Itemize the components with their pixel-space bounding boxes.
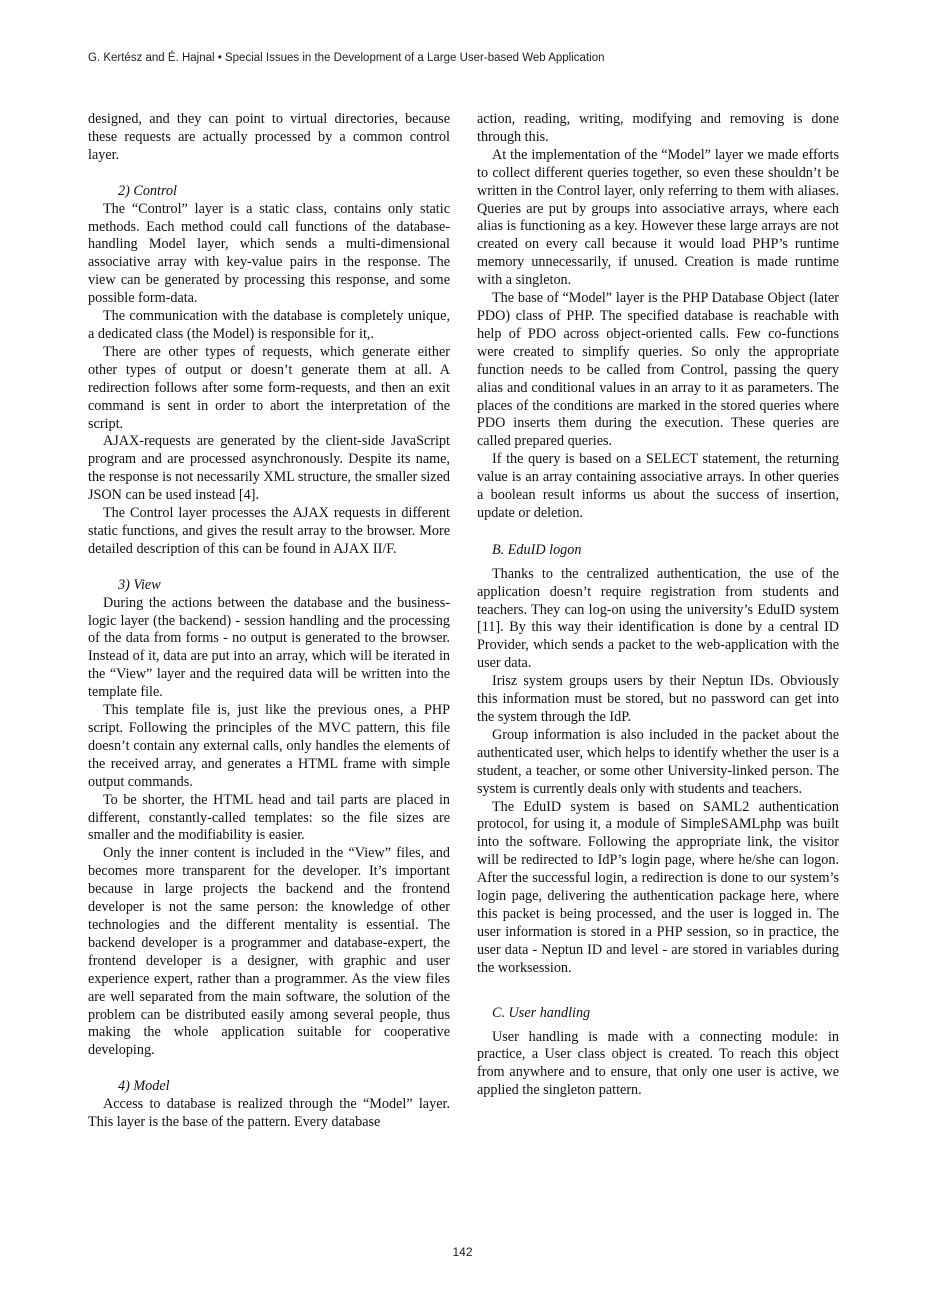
paragraph: User handling is made with a connecting module: in practice, a User class object is created. To reach this object from anywhere and to ensure, that only one user is active, we applied the singleton pattern.: [477, 1028, 839, 1099]
paragraph: Only the inner content is included in the “View” files, and becomes more transparent for the developer. It’s important because in large projects the backend and the frontend developer is not the same person: the knowledge of other technologies and the different mentality is essential. The backend developer is a programmer and database-expert, the frontend developer is a designer, with graphic and user experience expert, rather than a programmer. As the view files are well separated from the main software, the solution of the problem can be distributed easily among several people, thus making the whole application suitable for cooperative developing.: [88, 845, 450, 1059]
paragraph: The base of “Model” layer is the PHP Database Object (later PDO) class of PHP. The specified database is reachable with help of PDO across object-oriented calls. Few co-functions were created to simplify queries. So only the appropriate function needs to be called from Control, passing the query alias and conditional values in an array to it as parameters. The places of the conditions are marked in the stored queries where PDO inserts them during the execution. These queries are called prepared queries.: [477, 290, 839, 450]
running-head: G. Kertész and É. Hajnal • Special Issues in the Development of a Large User-based Web Application: [88, 52, 605, 64]
left-column: [88, 111, 450, 1132]
section-heading-user-handling: C. User handling: [492, 1004, 591, 1021]
section-heading-model: 4) Model: [118, 1078, 170, 1095]
paragraph: If the query is based on a SELECT statement, the returning value is an array containing associative arrays. In other queries a boolean result informs us about the success of insertion, update or deletion.: [477, 451, 839, 521]
paragraph: The communication with the database is completely unique, a dedicated class (the Model) is responsible for it,.: [88, 308, 450, 342]
paragraph: Access to database is realized through the “Model” layer. This layer is the base of the pattern. Every database: [88, 1096, 450, 1131]
section-heading-view: 3) View: [118, 576, 161, 593]
paragraph-continued: action, reading, writing, modifying and removing is done through this.: [477, 111, 839, 145]
page-number: 142: [452, 1245, 473, 1259]
paragraph: During the actions between the database and the business-logic layer (the backend) - session handling and the processing of the data from forms - no output is generated to the browser. Instead of it, data are put into an array, which will be iterated in the “View” layer and the required data will be written into the template file.: [88, 594, 450, 701]
paragraph: The “Control” layer is a static class, contains only static methods. Each method could call functions of the database-handling Model layer, which sends a multi-dimensional associative array with key-value pairs in the response. The view can be generated by processing this response, and some possible form-data.: [88, 200, 450, 307]
paragraph: To be shorter, the HTML head and tail parts are placed in different, constantly-called templates: so the file sizes are smaller and the modifiability is easier.: [88, 791, 450, 844]
paragraph: The Control layer processes the AJAX requests in different static functions, and gives the result array to the browser. More detailed description of this can be found in AJAX II/F.: [88, 505, 450, 557]
paragraph: AJAX-requests are generated by the client-side JavaScript program and are processed asynchronously. Despite its name, the response is not necessarily XML structure, the smaller sized JSON can be used instead [4].: [88, 433, 450, 504]
section-heading-eduid-logon: B. EduID logon: [492, 541, 582, 558]
paragraph: Group information is also included in the packet about the authenticated user, which helps to identify whether the user is a student, a teacher, or some other University-linked person. The system is currently deals only with students and teachers.: [477, 726, 839, 797]
paragraph: This template file is, just like the previous ones, a PHP script. Following the principles of the MVC pattern, this file doesn’t contain any external calls, only handles the elements of the received array, and generates a HTML frame with simple output commands.: [88, 702, 450, 790]
paragraph: Irisz system groups users by their Neptun IDs. Obviously this information must be stored, but no password can get into the system through the IdP.: [477, 673, 839, 725]
paragraph: There are other types of requests, which generate either other types of output or doesn’t generate them at all. A redirection follows after some form-requests, and then an exit command is sent in order to abort the interpretation of the script.: [88, 343, 450, 432]
right-column: [477, 111, 839, 1100]
paragraph-intro-continued: designed, and they can point to virtual directories, because these requests are actually processed by a common control layer.: [88, 111, 450, 163]
section-heading-control: 2) Control: [118, 182, 177, 199]
paragraph: At the implementation of the “Model” layer we made efforts to collect different queries together, so even these shouldn’t be written in the Control layer, only referring to them with aliases. Queries are put by groups into associative arrays, where each alias is functioning as a key. However these large arrays are not created on every call because it would load PHP’s runtime memory unnecessarily, if unused. Creation is made runtime with a singleton.: [477, 146, 839, 289]
paragraph: The EduID system is based on SAML2 authentication protocol, for using it, a module of SimpleSAMLphp was built into the software. Following the appropriate link, the visitor will be redirected to IdP’s login page, where he/she can logon. After the successful login, a redirection is done to our system’s login page, delivering the authentication package here, where this packet is being processed, and the user is logged in. The user information is stored in a PHP session, so in practice, the user data - Neptun ID and level - are stored in variables during the worksession.: [477, 798, 839, 976]
paragraph: Thanks to the centralized authentication, the use of the application doesn’t require registration from students and teachers. They can log-on using the university’s EduID system [11]. By this way their identification is done by a central ID Provider, which sends a packet to the web-application with the user data.: [477, 565, 839, 672]
